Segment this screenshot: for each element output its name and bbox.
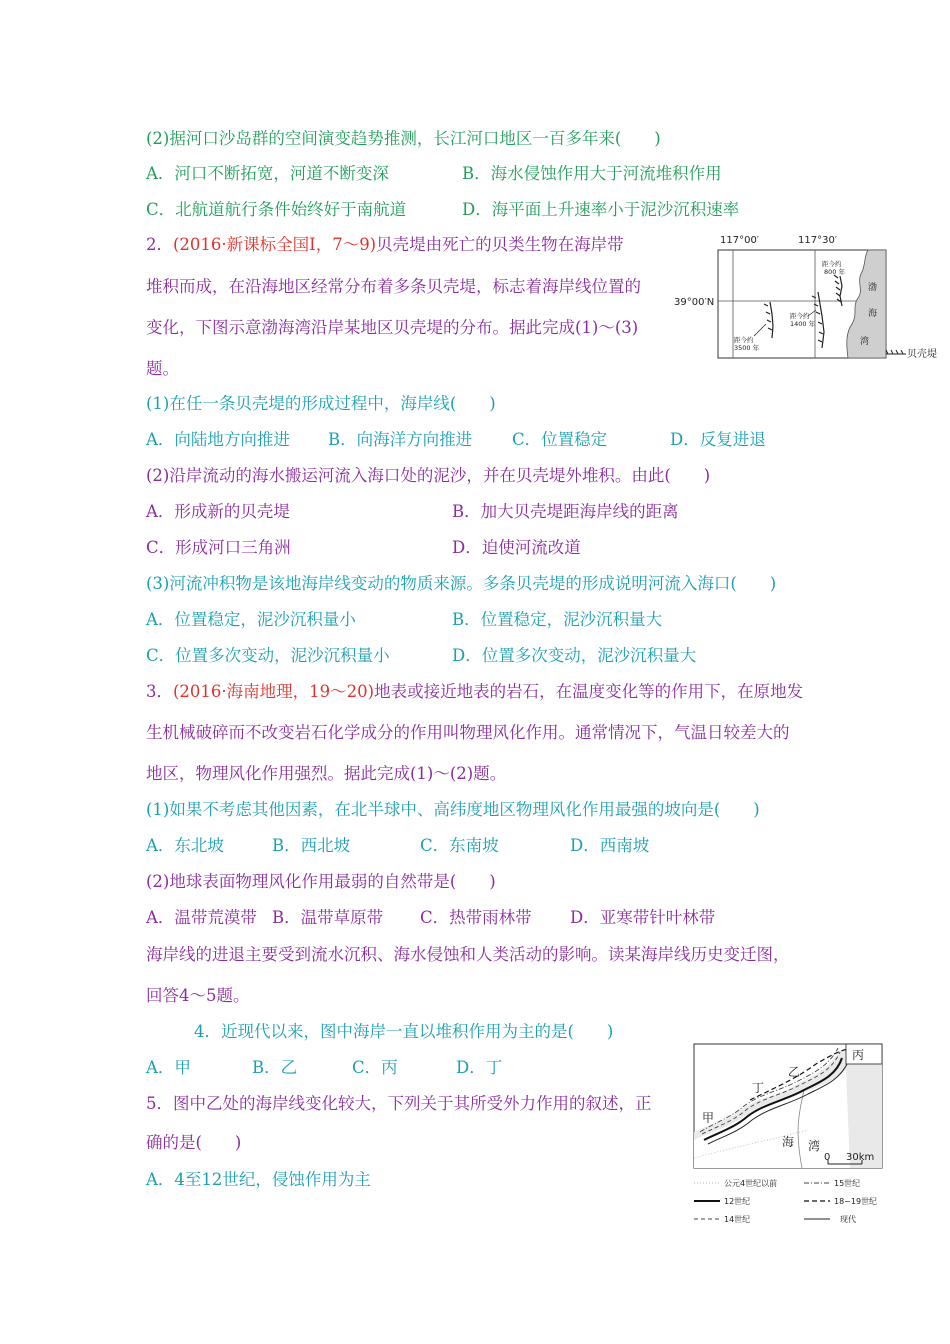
q2-sub3-stem: (3)河流冲积物是该地海岸线变动的物质来源。多条贝壳堤的形成说明河流入海口( ) (146, 574, 777, 593)
map-bohai-3: 湾 (860, 337, 870, 347)
q3-source: (2016·海南地理，19～20) (173, 682, 375, 701)
q2-stem-text1: 贝壳堤由死亡的贝类生物在海岸带 (376, 235, 624, 254)
q4-option-a: A．甲 (146, 1058, 191, 1077)
map-lat-39-00: 39°00′N (674, 297, 715, 308)
q2-sub1-stem: (1)在任一条贝壳堤的形成过程中，海岸线( ) (146, 394, 496, 413)
q2-sub3-option-c: C．位置多次变动，泥沙沉积量小 (146, 646, 390, 665)
legend-label-18-19th: 18~19世纪 (834, 1197, 878, 1206)
legend-shell-dike-symbol (886, 350, 906, 354)
legend-label-15th: 15世纪 (834, 1179, 861, 1188)
legend-shell-dike-label: 贝壳堤 (907, 349, 937, 360)
q3-sub2-option-b: B．温带草原带 (272, 908, 384, 927)
q4-option-b: B．乙 (252, 1058, 298, 1077)
map-lon-117-30: 117°30′ (798, 235, 838, 246)
q3-stem-line1 (146, 681, 803, 703)
map-lon-117-00: 117°00′ (720, 235, 760, 246)
legend-label-modern: 现代 (840, 1215, 856, 1224)
q3-stem-text1: 地表或接近地表的岩石，在温度变化等的作用下，在原地发 (374, 682, 804, 701)
q4-option-d: D．丁 (456, 1058, 503, 1077)
q1-sub2-stem: (2)据河口沙岛群的空间演变趋势推测，长江河口地区一百多年来( ) (146, 129, 661, 148)
q2-sub1-option-a: A．向陆地方向推进 (146, 430, 290, 449)
q2-sub2-option-b: B．加大贝壳堤距海岸线的距离 (452, 502, 679, 521)
q3-sub2-option-d: D．亚寒带针叶林带 (570, 908, 716, 927)
q3-sub2-stem: (2)地球表面物理风化作用最弱的自然带是( ) (146, 872, 496, 891)
q1-option-a: A．河口不断拓宽，河道不断变深 (146, 164, 389, 183)
map-age-3500-line2: 3500 年 (734, 344, 760, 352)
shell-dike-map (672, 228, 947, 378)
q3-sub1-option-b: B．西北坡 (272, 836, 351, 855)
q2-sub1-option-c: C．位置稳定 (512, 430, 608, 449)
q2-sub2-option-c: C．形成河口三角洲 (146, 538, 291, 557)
q2-stem-line2: 堆积而成，在沿海地区经常分布着多条贝壳堤，标志着海岸线位置的 (146, 277, 641, 296)
q2-sub1-option-b: B．向海洋方向推进 (328, 430, 473, 449)
q2-sub3-option-b: B．位置稳定，泥沙沉积量大 (452, 610, 663, 629)
coast-map-label-bing: 丙 (852, 1048, 865, 1062)
map-age-1400-line1: 距今约 (790, 312, 810, 320)
q3-sub1-option-d: D．西南坡 (570, 836, 650, 855)
coast-map-label-yi: 乙 (788, 1065, 801, 1079)
q5-stem-line1: 5．图中乙处的海岸线变化较大，下列关于其所受外力作用的叙述，正 (146, 1094, 652, 1113)
q4-option-c: C．丙 (352, 1058, 398, 1077)
q3-sub1-stem: (1)如果不考虑其他因素，在北半球中、高纬度地区物理风化作用最强的坡向是( ) (146, 800, 760, 819)
q3-stem-line2: 生机械破碎而不改变岩石化学成分的作用叫物理风化作用。通常情况下，气温日较差大的 (146, 723, 790, 742)
q3-stem-line3: 地区，物理风化作用强烈。据此完成(1)～(2)题。 (146, 764, 507, 783)
q2-sub2-option-d: D．迫使河流改道 (452, 538, 581, 557)
q45-intro-line2: 回答4～5题。 (146, 986, 250, 1005)
q2-sub1-option-d: D．反复进退 (670, 430, 766, 449)
q2-stem-line4: 题。 (146, 359, 179, 378)
q3-sub1-option-c: C．东南坡 (420, 836, 499, 855)
coastline-history-map (690, 1040, 895, 1230)
q2-sub3-option-d: D．位置多次变动，泥沙沉积量大 (452, 646, 697, 665)
map-age-800-line2: 800 年 (824, 268, 845, 276)
legend-label-12th: 12世纪 (724, 1197, 751, 1206)
map-bohai-1: 渤 (868, 283, 878, 293)
q45-intro-line1: 海岸线的进退主要受到流水沉积、海水侵蚀和人类活动的影响。读某海岸线历史变迁图， (146, 945, 790, 964)
map-age-1400-line2: 1400 年 (790, 320, 816, 328)
coast-map-scale-zero: 0 (824, 1152, 831, 1163)
coast-map-label-hai: 海 (782, 1135, 795, 1149)
coast-map-label-wan: 湾 (808, 1139, 821, 1153)
q2-stem-line1 (146, 234, 624, 256)
q2-sub2-stem: (2)沿岸流动的海水搬运河流入海口处的泥沙，并在贝壳堤外堆积。由此( ) (146, 466, 711, 485)
map-age-800-line1: 距今约 (822, 260, 842, 268)
q3-sub2-option-c: C．热带雨林带 (420, 908, 532, 927)
q2-stem-line3: 变化，下图示意渤海湾沿岸某地区贝壳堤的分布。据此完成(1)～(3) (146, 318, 639, 337)
legend-label-before-4th: 公元4世纪以前 (724, 1179, 778, 1188)
q2-sub2-option-a: A．形成新的贝壳堤 (146, 502, 290, 521)
q1-option-d: D．海平面上升速率小于泥沙沉积速率 (462, 200, 740, 219)
q3-number: 3． (146, 682, 173, 701)
q1-option-b: B．海水侵蚀作用大于河流堆积作用 (462, 164, 722, 183)
map-bohai-2: 海 (868, 309, 878, 319)
q4-stem: 4．近现代以来，图中海岸一直以堆积作用为主的是( ) (194, 1022, 614, 1041)
q5-option-a: A．4至12世纪，侵蚀作用为主 (146, 1170, 371, 1189)
q5-stem-line2: 确的是( ) (146, 1133, 242, 1152)
q2-sub3-option-a: A．位置稳定，泥沙沉积量小 (146, 610, 356, 629)
legend-label-14th: 14世纪 (724, 1215, 751, 1224)
map-age-3500-line1: 距今约 (734, 336, 754, 344)
coast-map-label-jia: 甲 (702, 1111, 715, 1125)
coast-map-label-ding: 丁 (752, 1081, 765, 1095)
q3-sub1-option-a: A．东北坡 (146, 836, 224, 855)
coast-map-scale-label: 30km (846, 1152, 875, 1163)
q1-option-c: C．北航道航行条件始终好于南航道 (146, 200, 407, 219)
q3-sub2-option-a: A．温带荒漠带 (146, 908, 257, 927)
coast-map-legend (694, 1178, 877, 1224)
q2-number: 2． (146, 235, 173, 254)
q2-source: (2016·新课标全国Ⅰ，7～9) (173, 235, 377, 254)
